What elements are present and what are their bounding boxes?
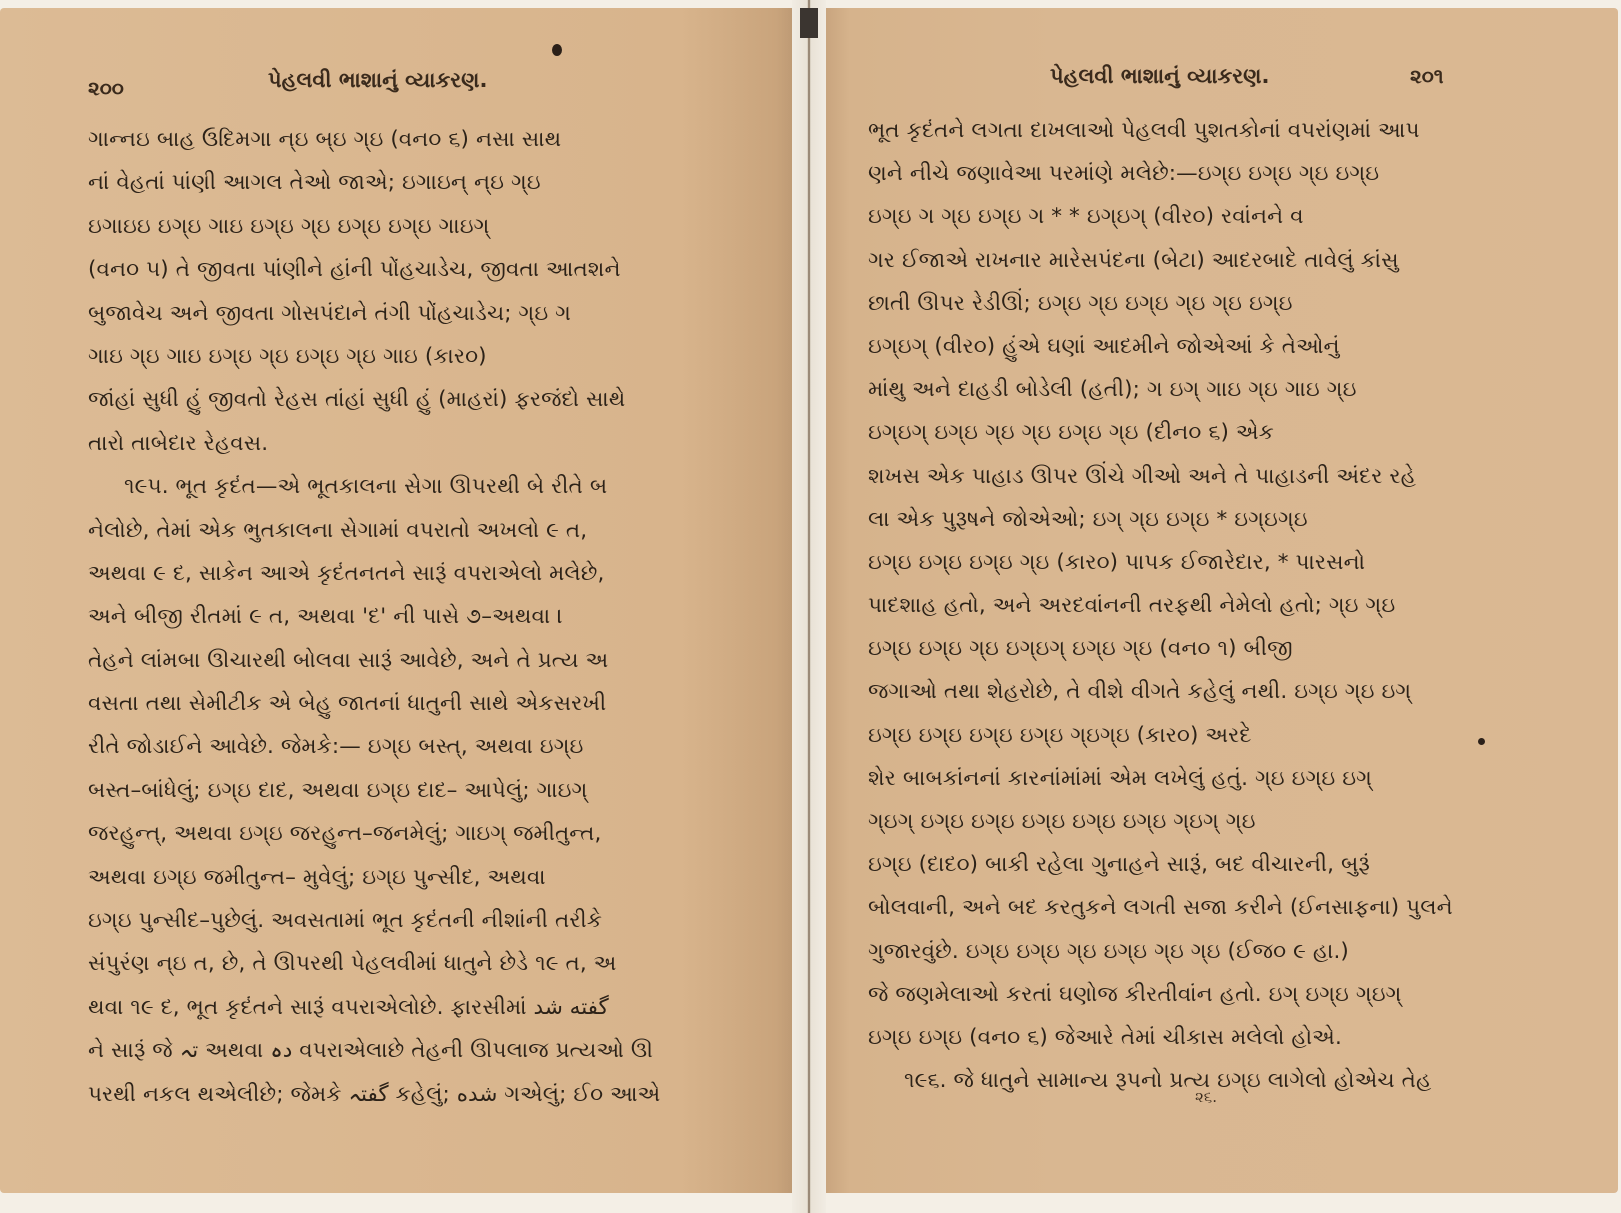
left-page-header: પેહલવી ભાશાનું વ્યાકરણ. — [268, 68, 488, 92]
text-line: નાં વેહતાં પાંણી આગલ તેઓ જાએ; ઇગાઇન્ ન્ઇ ગ્ઇ — [88, 170, 541, 196]
ink-spot — [552, 44, 562, 56]
text-line: ણને નીચે જણાવેઆ પરમાંણે મલેછે:—ઇગ્ઇ ઇગ્ઇ ગ્ઇ ઇગ્ઇ — [868, 161, 1380, 187]
text-line: ઇગાઇઇ ઇગ્ઇ ગાઇ ઇગ્ઇ ગ્ઇ ઇગ્ઇ ઇગ્ઇ ગાઇગ્ — [88, 213, 490, 239]
text-line: (વન૦ ૫) તે જીવતા પાંણીને હાંની પોંહચાડેચ, જીવતા આતશને — [88, 257, 621, 283]
text-line: નેલોછે, તેમાં એક ભુતકાલના સેગામાં વપરાતો અખલો ૯ ત, — [88, 517, 588, 543]
text-line: ગુજારવુંછે. ઇગ્ઇ ઇગ્ઇ ગ્ઇ ઇગ્ઇ ગ્ઇ ગ્ઇ (ઈજ૦ ૯ હા.) — [868, 938, 1349, 964]
text-line: છાતી ઊપર રેડીઊં; ઇગ્ઇ ગ્ઇ ઇગ્ઇ ગ્ઇ ગ્ઇ ઇગ્ઇ — [868, 290, 1293, 316]
text-line: ગાઇ ગ્ઇ ગાઇ ઇગ્ઇ ગ્ઇ ઇગ્ઇ ગ્ઇ ગાઇ (કાર૦) — [88, 343, 487, 369]
text-line: લા એક પુરૂષને જોએઓ; ઇગ્ ગ્ઇ ઇગ્ઇ * ઇગ્ઇગ્ઇ — [868, 506, 1308, 532]
text-line: બોલવાની, અને બદ કરતુકને લગતી સજા કરીને (ઈનસાફના) પુલને — [868, 895, 1453, 921]
text-line: સંપુરંણ ન્ઇ ત, છે, તે ઊપરથી પેહલવીમાં ધાતુને છેડે ૧૯ ત, અ — [88, 951, 617, 977]
text-line: ઇગ્ઇ ઇગ્ઇ (વન૦ ૬) જેઆરે તેમાં ચીકાસ મલેલો હોએ. — [868, 1024, 1342, 1050]
text-line: તારો તાબેદાર રેહવસ. — [88, 430, 269, 456]
text-line: શેર બાબકાંનનાં કારનાંમાંમાં એમ લખેલું હતું. ગ્ઇ ઇગ્ઇ ઇગ્ — [868, 765, 1372, 791]
text-line: અને બીજી રીતમાં ૯ ત, અથવા 'દ' ની પાસે ૭–અથવા । — [88, 604, 563, 630]
text-line: પાદશાહ હતો, અને અરદવાંનની તરફથી નેમેલો હતો; ગ્ઇ ગ્ઇ — [868, 593, 1396, 619]
right-page-number: ૨૦૧ — [1410, 64, 1444, 88]
text-line: ઇગ્ઇ ઇગ્ઇ ઇગ્ઇ ઇગ્ઇ ગ્ઇગ્ઇ (કાર૦) અરદે — [868, 722, 1252, 748]
text-line: માંથુ અને દાહડી બોડેલી (હતી); ગ ઇગ્ ગાઇ ગ્ઇ ગાઇ ગ્ઇ — [868, 377, 1357, 403]
text-line: થવા ૧૯ દ, ભૂત કૃદંતને સારૂં વપરાએલોછે. ફારસીમાં گفته شد — [88, 994, 609, 1020]
right-page-body — [868, 109, 1488, 1102]
text-line: પરથી નકલ થએલીછે; જેમકે گفتہ કહેલું; شده ગએલું; ઈ૦ આએ — [88, 1081, 661, 1107]
text-line: ઇગ્ઇગ્ (વીર૦) હુંએ ઘણાં આદમીને જોએઆં કે તેઓનું — [868, 333, 1340, 359]
text-line: જે જણમેલાઓ કરતાં ઘણોજ કીરતીવાંન હતો. ઇગ્ ઇગ્ઇ ગ્ઇગ્ — [868, 981, 1402, 1007]
text-line: ગ્ઇગ્ ઇગ્ઇ ઇગ્ઇ ઇગ્ઇ ઇગ્ઇ ઇગ્ઇ ગ્ઇગ્ ગ્ઇ — [868, 809, 1256, 834]
text-line: શખસ એક પાહાડ ઊપર ઊંચે ગીઓ અને તે પાહાડની અંદર રહે — [868, 463, 1416, 489]
text-line: વસતા તથા સેમીટીક એ બેહુ જાતનાં ધાતુની સાથે એકસરખી — [88, 691, 607, 717]
text-line: ને સારૂં જે تہ અથવા دہ વપરાએલાછે તેહની ઊપલાજ પ્રત્યઓ ઊ — [88, 1038, 654, 1064]
text-line: જરહુન્ત્, અથવા ઇગ્ઇ જરહુન્ત–જનમેલું; ગાઇગ્ જમીતુન્ત, — [88, 821, 602, 847]
text-line: ઇગ્ઇ પુન્સીદ–પુછેલું. અવસતામાં ભૂત કૃદંતની નીશાંની તરીકે — [88, 908, 602, 934]
text-line: ઇગ્ઇ ઇગ્ઇ ઇગ્ઇ ગ્ઇ (કાર૦) પાપક ઈજારેદાર, * પારસનો — [868, 549, 1366, 575]
left-page-body — [88, 118, 768, 1116]
right-page-header: પેહલવી ભાશાનું વ્યાકરણ. — [1050, 64, 1270, 88]
text-line: ઇગ્ઇ ઇગ્ઇ ગ્ઇ ઇગ્ઇગ્ ઇગ્ઇ ગ્ઇ (વન૦ ૧) બીજી — [868, 636, 1293, 662]
text-line: જાંહાં સુધી હું જીવતો રેહસ તાંહાં સુધી હું (માહરાં) ફરજંદો સાથે — [88, 387, 626, 413]
text-line: ૧૯૬. જે ધાતુને સામાન્ય રૂપનો પ્રત્ય ઇગ્ઇ લાગેલો હોએચ તેહ — [904, 1068, 1432, 1094]
text-line: રીતે જોડાઈને આવેછે. જેમકે:— ઇગ્ઇ બસ્ત્, અથવા ઇગ્ઇ — [88, 734, 584, 760]
text-line: અથવા ઇગ્ઇ જમીતુન્ત– મુવેલું; ઇગ્ઇ પુન્સીદ, અથવા — [88, 864, 546, 890]
text-line: ઇગ્ઇગ્ ઇગ્ઇ ગ્ઇ ગ્ઇ ઇગ્ઇ ગ્ઇ (દીન૦ ૬) એક — [868, 420, 1274, 446]
text-line: જગાઓ તથા શેહરોછે, તે વીશે વીગતે કહેલું નથી. ઇગ્ઇ ગ્ઇ ઇગ્ — [868, 679, 1412, 705]
signature-mark: ૨૬. — [1195, 1088, 1217, 1106]
text-line: બુજાવેચ અને જીવતા ગોસપંદાને તંગી પોંહચાડેચ; ગ્ઇ ગ — [88, 300, 571, 326]
text-line: ૧૯૫. ભૂત કૃદંત—એ ભૂતકાલના સેગા ઊપરથી બે રીતે બ — [124, 474, 608, 500]
text-line: અથવા ૯ દ, સાકેન આએ કૃદંતનતને સારૂં વપરાએલો મલેછે, — [88, 560, 605, 586]
text-line: ગાન્નઇ બાહ ઉદિમગા ન્ઇ બ્ઇ ગ્ઇ (વન૦ ૬) નસા સાથ — [88, 127, 562, 152]
book-gutter — [792, 0, 826, 1213]
text-line: ગર ઈજાએ રાખનાર મારેસપંદના (બેટા) આદરબાદે તાવેલું કાંસુ — [868, 247, 1399, 273]
text-line: ઇગ્ઇ (દાદ૦) બાકી રહેલા ગુનાહને સારૂં, બદ વીચારની, બુરૂં — [868, 852, 1370, 878]
text-line: ભૂત કૃદંતને લગતા દાખલાઓ પેહલવી પુશતકોનાં વપરાંણમાં આપ — [868, 118, 1420, 143]
text-line: બસ્ત–બાંધેલું; ઇગ્ઇ દાદ, અથવા ઇગ્ઇ દાદ– આપેલું; ગાઇગ્ — [88, 777, 588, 803]
text-line: તેહને લાંમબા ઊચારથી બોલવા સારૂં આવેછે, અને તે પ્રત્ય અ — [88, 647, 609, 673]
left-page-number: ૨૦૦ — [88, 76, 124, 100]
spine-shadow — [800, 8, 818, 38]
text-line: ઇગ્ઇ ગ ગ્ઇ ઇગ્ઇ ગ * * ઇગ્ઇગ્ (વીર૦) રવાંનને વ — [868, 204, 1304, 230]
